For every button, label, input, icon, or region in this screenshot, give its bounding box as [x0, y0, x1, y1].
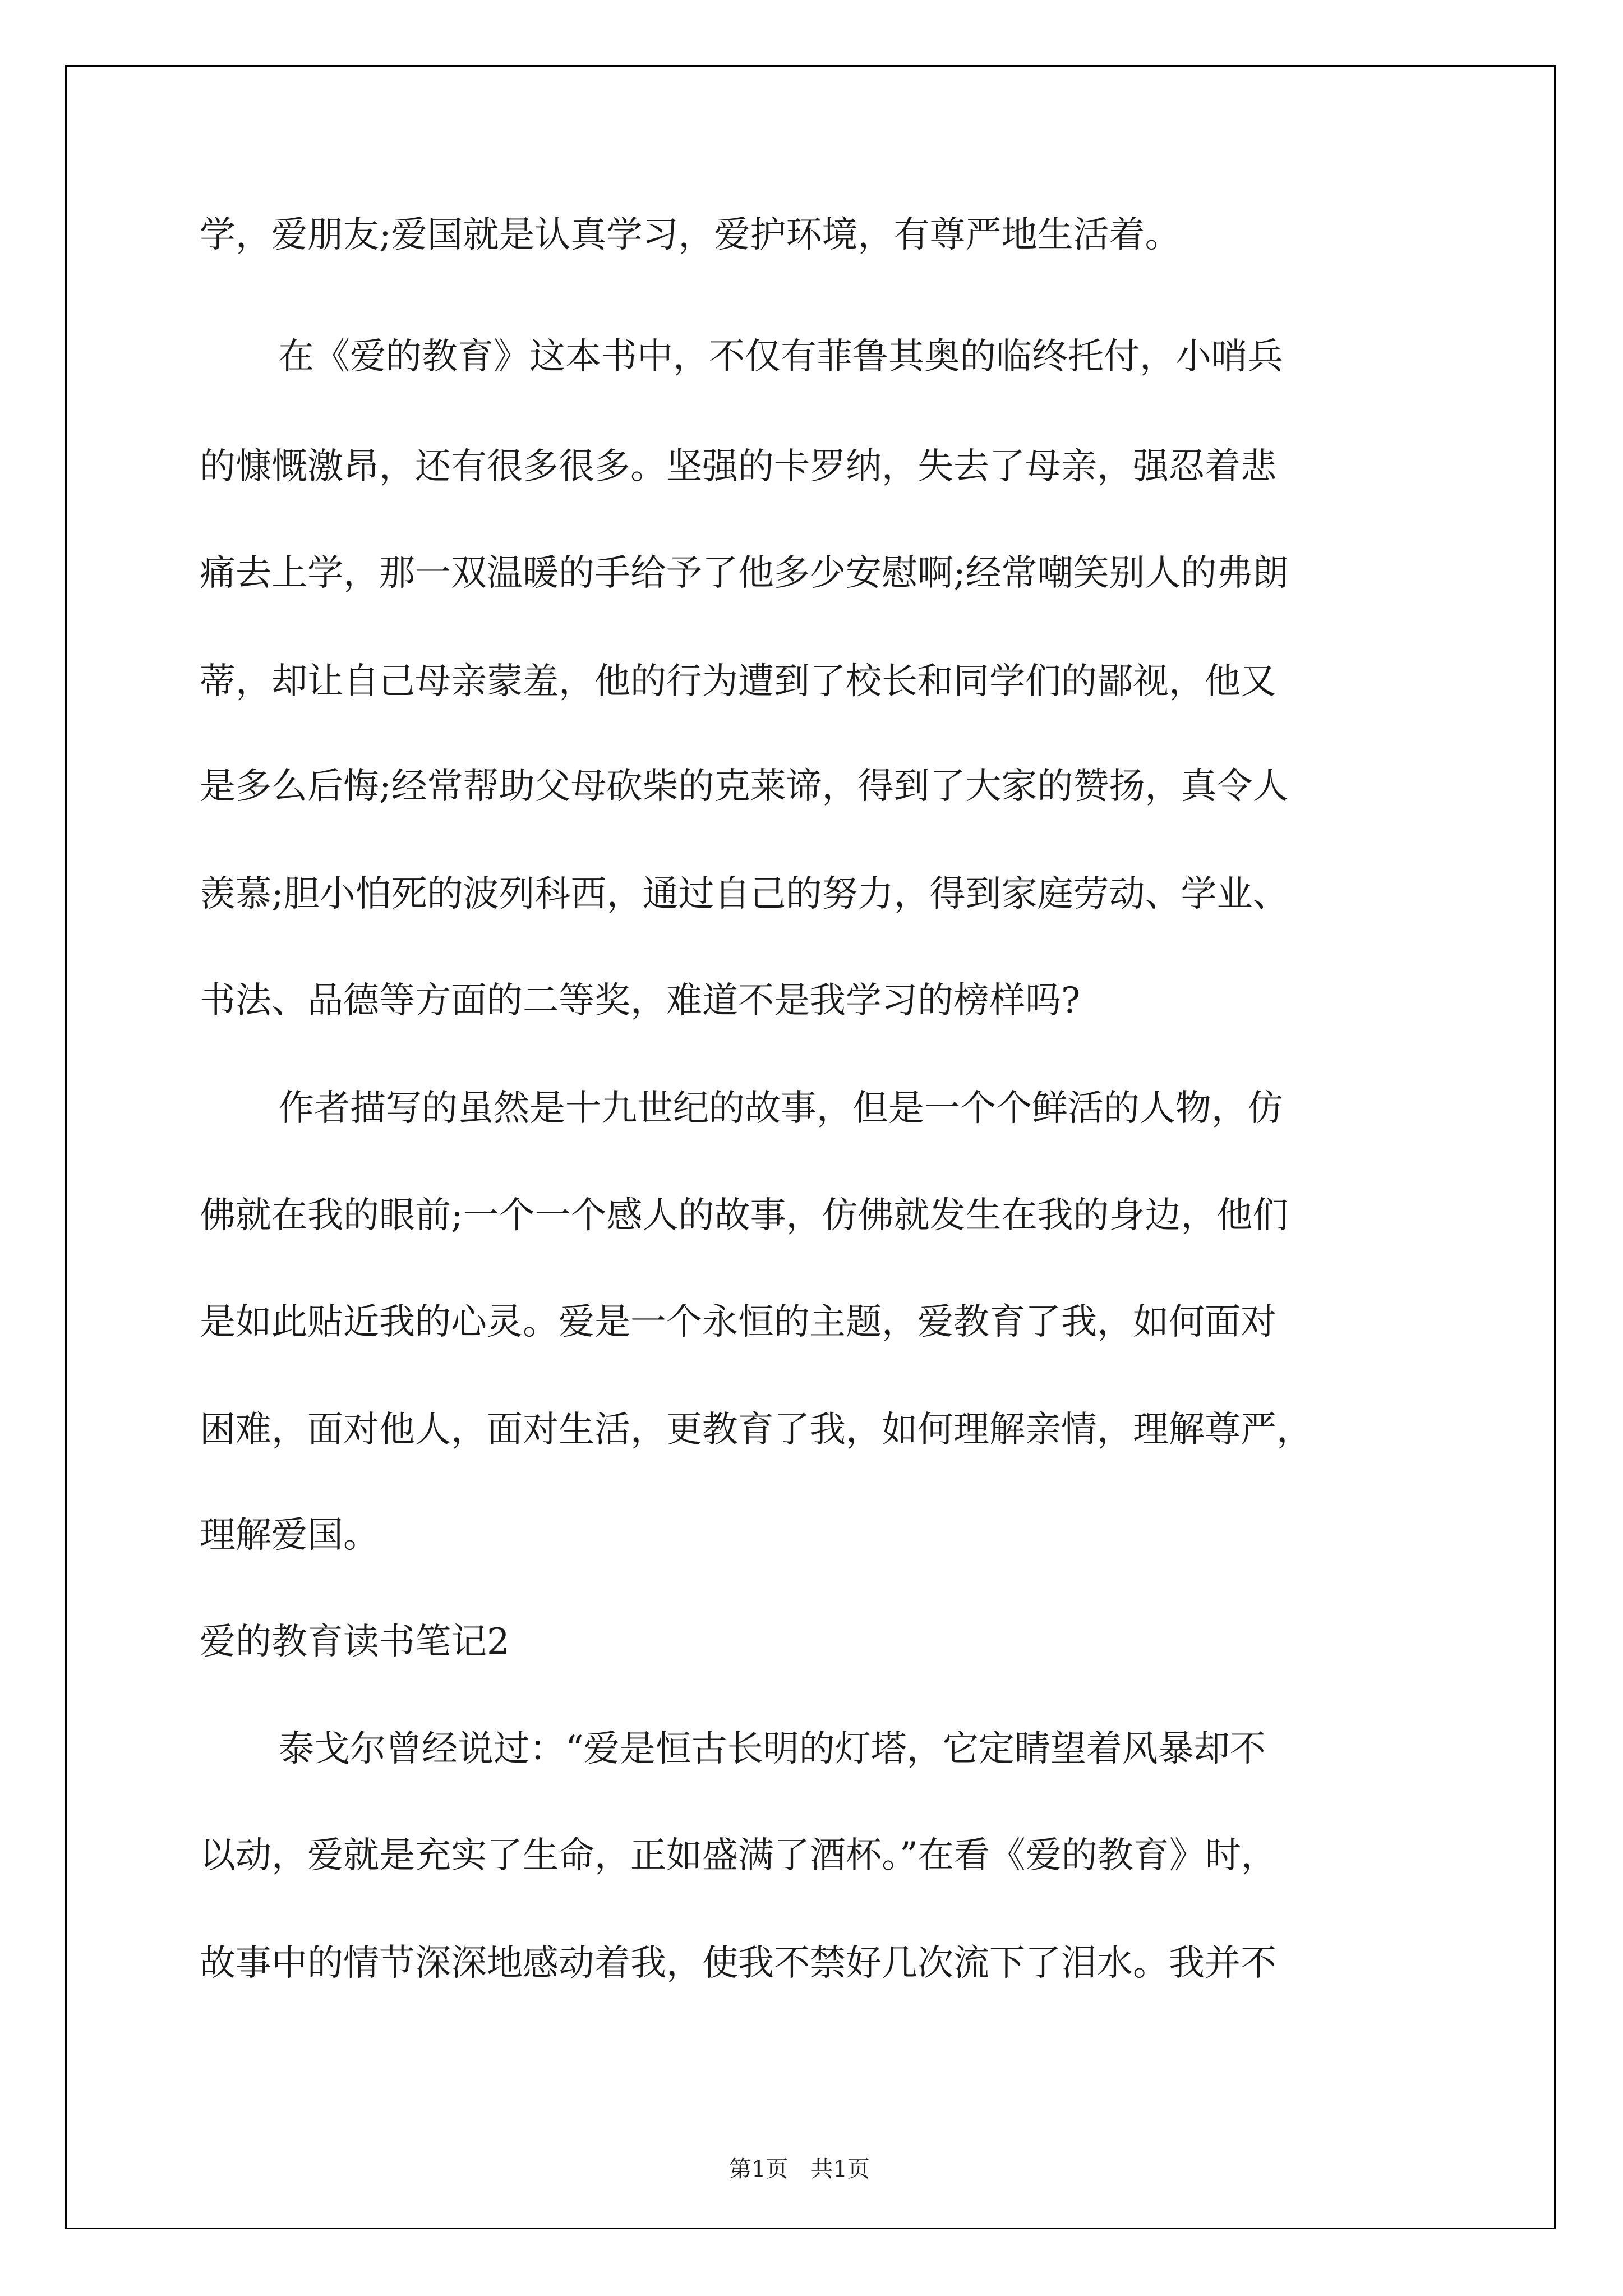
body-line: 泰戈尔曾经说过：“爱是恒古长明的灯塔，它定睛望着风暴却不: [278, 1728, 1266, 1770]
body-line: 的慷慨激昂，还有很多很多。坚强的卡罗纳，失去了母亲，强忍着悲: [200, 446, 1276, 487]
page-number: 第1页 共1页: [729, 2156, 870, 2182]
body-line: 作者描写的虽然是十九世纪的故事，但是一个个鲜活的人物，仿: [278, 1088, 1283, 1129]
body-line: 理解爱国。: [200, 1515, 379, 1556]
body-line: 羡慕;胆小怕死的波列科西，通过自己的努力，得到家庭劳动、学业、: [200, 873, 1289, 915]
body-line: 书法、品德等方面的二等奖，难道不是我学习的榜样吗?: [200, 980, 1081, 1022]
body-line: 在《爱的教育》这本书中，不仅有菲鲁其奥的临终托付，小哨兵: [278, 336, 1283, 378]
body-line: 困难，面对他人，面对生活，更教育了我，如何理解亲情，理解尊严，: [200, 1409, 1312, 1451]
body-line: 故事中的情节深深地感动着我，使我不禁好几次流下了泪水。我并不: [200, 1943, 1276, 1984]
body-line: 是如此贴近我的心灵。爱是一个永恒的主题，爱教育了我，如何面对: [200, 1301, 1276, 1343]
body-line: 佛就在我的眼前;一个一个感人的故事，仿佛就发生在我的身边，他们: [200, 1195, 1289, 1236]
body-line: 学，爱朋友;爱国就是认真学习，爱护环境，有尊严地生活着。: [200, 214, 1181, 256]
body-line: 是多么后悔;经常帮助父母砍柴的克莱谛，得到了大家的赞扬，真令人: [200, 766, 1289, 807]
section-heading: 爱的教育读书笔记2: [200, 1621, 510, 1663]
body-line: 蒂，却让自己母亲蒙羞，他的行为遭到了校长和同学们的鄙视，他又: [200, 661, 1276, 702]
page-border: [65, 65, 1556, 2229]
body-line: 以动，爱就是充实了生命，正如盛满了酒杯。”在看《爱的教育》时，: [200, 1835, 1277, 1876]
body-line: 痛去上学，那一双温暖的手给予了他多少安慰啊;经常嘲笑别人的弗朗: [200, 553, 1289, 594]
